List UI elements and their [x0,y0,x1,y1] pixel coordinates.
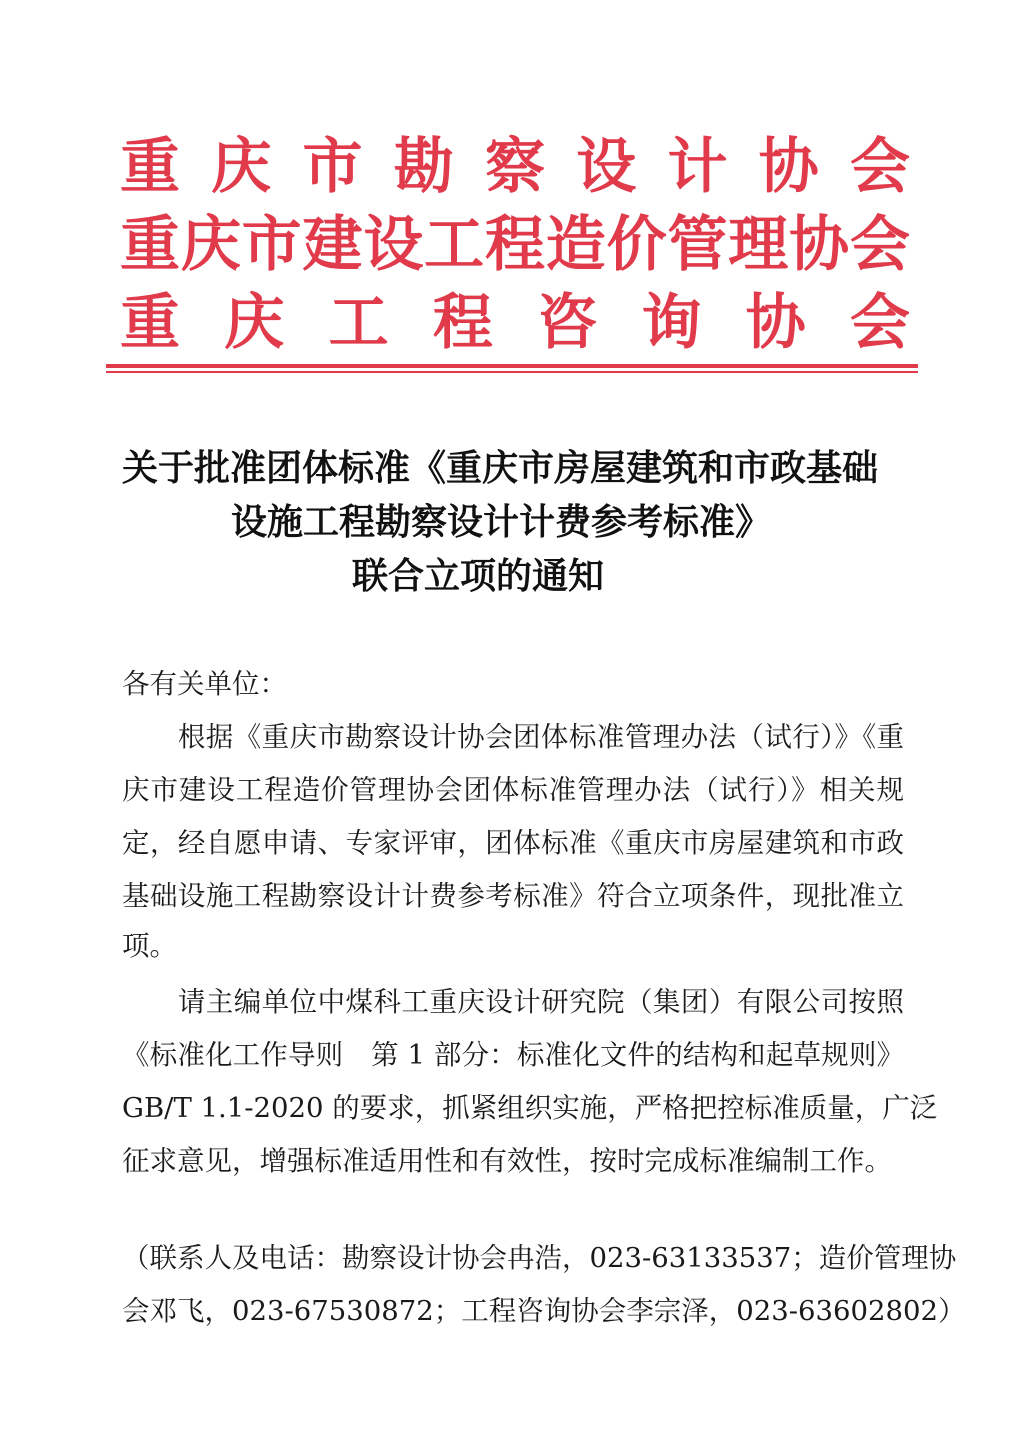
paragraph-2-line-3: GB/T 1.1-2020 的要求，抓紧组织实施，严格把控标准质量，广泛 [122,1092,938,1124]
letterhead-char: 协 [758,132,819,202]
letterhead-divider-thick [106,364,918,368]
letterhead-char: 造 [545,210,606,280]
letterhead-char: 庆 [224,288,285,358]
letterhead-char: 协 [745,288,806,358]
letterhead-char: 重 [120,210,180,280]
letterhead-char: 市 [241,210,302,280]
letterhead-char: 工 [424,210,485,280]
letterhead-divider-thin [106,371,918,373]
letterhead-char: 设 [363,210,424,280]
letterhead-char: 询 [641,288,702,358]
letterhead-char: 理 [728,210,789,280]
paragraph-2-line-1: 请主编单位中煤科工重庆设计研究院（集团）有限公司按照 [122,986,904,1018]
salutation: 各有关单位： [122,668,287,700]
letterhead-char: 协 [789,210,850,280]
paragraph-1-line-4: 基础设施工程勘察设计计费参考标准》符合立项条件，现批准立 [122,880,904,912]
paragraph-1-line-5: 项。 [122,930,177,962]
letterhead-char: 设 [576,132,637,202]
contact-line-1: （联系人及电话：勘察设计协会冉浩，023-63133537；造价管理协 [122,1242,957,1274]
letterhead-org-1 [120,132,910,202]
letterhead-char: 工 [328,288,389,358]
letterhead-char: 咨 [537,288,598,358]
paragraph-2-line-2: 《标准化工作导则 第 1 部分：标准化文件的结构和起草规则》 [122,1039,904,1071]
letterhead-char: 程 [484,210,545,280]
letterhead-char: 管 [667,210,728,280]
letterhead-char: 建 [302,210,363,280]
letterhead-char: 市 [302,132,363,202]
paragraph-1-line-1: 根据《重庆市勘察设计协会团体标准管理办法（试行）》《重 [122,721,904,753]
letterhead-char: 会 [849,288,910,358]
letterhead-char: 会 [850,132,910,202]
paragraph-1-line-3: 定，经自愿申请、专家评审，团体标准《重庆市房屋建筑和市政 [122,827,904,859]
letterhead-char: 会 [849,210,910,280]
letterhead-char: 计 [667,132,728,202]
document-title-line-2: 设施工程勘察设计计费参考标准》 [231,502,772,543]
letterhead-char: 察 [485,132,545,202]
letterhead-char: 重 [120,132,180,202]
paragraph-2-line-4: 征求意见，增强标准适用性和有效性，按时完成标准编制工作。 [122,1145,892,1177]
letterhead-char: 重 [120,288,180,358]
letterhead-org-2 [120,210,910,280]
document-title-line-3: 联合立项的通知 [352,556,605,597]
contact-line-2: 会邓飞，023-67530872；工程咨询协会李宗泽，023-63602802） [122,1295,966,1327]
letterhead-char: 程 [432,288,493,358]
document-title-line-1: 关于批准团体标准《重庆市房屋建筑和市政基础 [122,448,879,489]
letterhead-char: 庆 [180,210,241,280]
letterhead-org-3 [120,288,910,358]
letterhead-char: 庆 [211,132,272,202]
letterhead-char: 价 [606,210,667,280]
paragraph-1-line-2: 庆市建设工程造价管理协会团体标准管理办法（试行）》相关规 [122,774,904,806]
letterhead-char: 勘 [393,132,454,202]
